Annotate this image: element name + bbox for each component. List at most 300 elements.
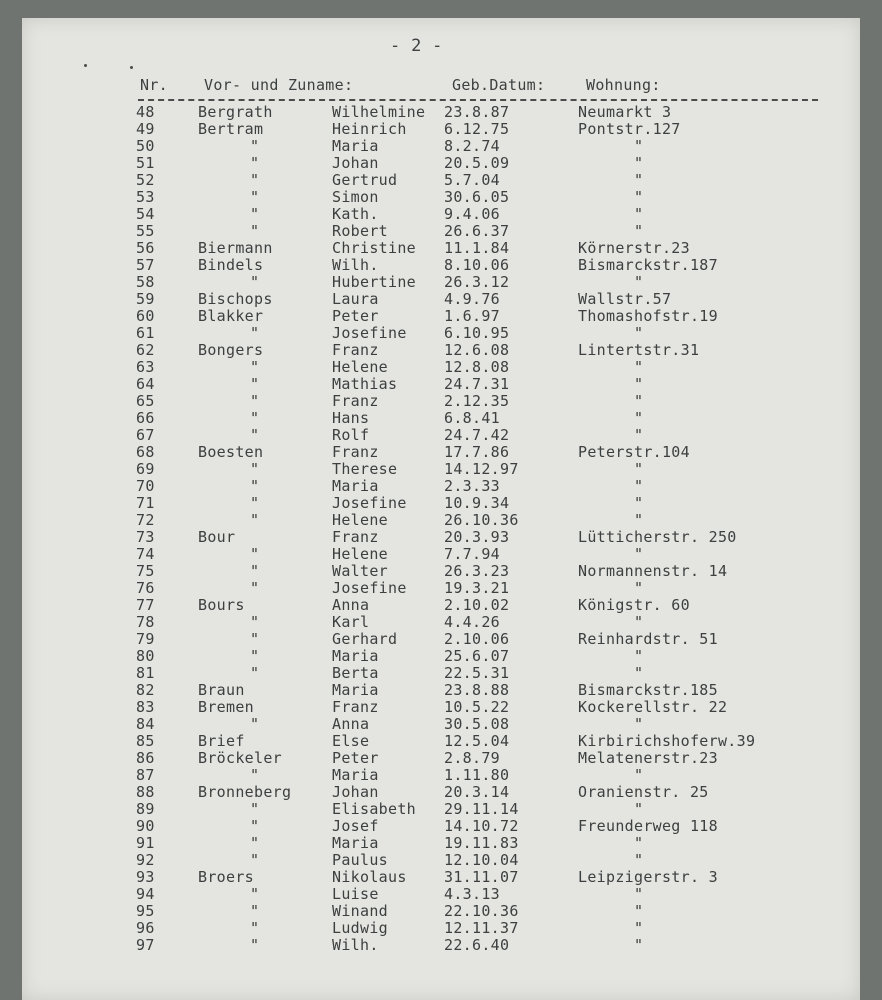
row-number: 79 <box>136 630 155 648</box>
surname-cell: " <box>250 851 260 869</box>
address-cell: " <box>634 477 644 495</box>
surname-cell: " <box>250 324 260 342</box>
first-name-cell: Heinrich <box>332 120 407 138</box>
first-name-cell: Karl <box>332 613 370 631</box>
birth-date-cell: 2.10.06 <box>444 630 510 648</box>
address-cell: Freunderweg 118 <box>578 817 718 835</box>
surname-cell: " <box>250 800 260 818</box>
row-number: 53 <box>136 188 155 206</box>
first-name-cell: Franz <box>332 698 379 716</box>
birth-date-cell: 4.9.76 <box>444 290 500 308</box>
address-cell: Melatenerstr.23 <box>578 749 718 767</box>
table-row <box>22 698 860 715</box>
table-row <box>22 834 860 851</box>
birth-date-cell: 22.6.40 <box>444 936 510 954</box>
document-page <box>22 18 860 1000</box>
first-name-cell: Christine <box>332 239 416 257</box>
birth-date-cell: 2.12.35 <box>444 392 510 410</box>
row-number: 74 <box>136 545 155 563</box>
first-name-cell: Robert <box>332 222 388 240</box>
row-number: 91 <box>136 834 155 852</box>
address-cell: Neumarkt 3 <box>578 103 672 121</box>
address-cell: " <box>634 426 644 444</box>
birth-date-cell: 19.3.21 <box>444 579 510 597</box>
row-number: 72 <box>136 511 155 529</box>
surname-cell: " <box>250 137 260 155</box>
birth-date-cell: 23.8.87 <box>444 103 510 121</box>
birth-date-cell: 14.12.97 <box>444 460 519 478</box>
row-number: 89 <box>136 800 155 818</box>
first-name-cell: Anna <box>332 596 370 614</box>
birth-date-cell: 26.3.23 <box>444 562 510 580</box>
surname-cell: Bremen <box>198 698 254 716</box>
table-row <box>22 562 860 579</box>
birth-date-cell: 6.10.95 <box>444 324 510 342</box>
surname-cell: Bischops <box>198 290 273 308</box>
address-cell: Bismarckstr.187 <box>578 256 718 274</box>
birth-date-cell: 31.11.07 <box>444 868 519 886</box>
row-number: 66 <box>136 409 155 427</box>
row-number: 76 <box>136 579 155 597</box>
surname-cell: " <box>250 613 260 631</box>
row-number: 84 <box>136 715 155 733</box>
surname-cell: " <box>250 902 260 920</box>
header-name: Vor- und Zuname: <box>204 76 354 94</box>
address-cell: " <box>634 375 644 393</box>
row-number: 80 <box>136 647 155 665</box>
first-name-cell: Maria <box>332 477 379 495</box>
birth-date-cell: 22.10.36 <box>444 902 519 920</box>
row-number: 54 <box>136 205 155 223</box>
table-row <box>22 851 860 868</box>
row-number: 49 <box>136 120 155 138</box>
birth-date-cell: 1.6.97 <box>444 307 500 325</box>
first-name-cell: Laura <box>332 290 379 308</box>
first-name-cell: Johan <box>332 154 379 172</box>
surname-cell: " <box>250 375 260 393</box>
first-name-cell: Peter <box>332 749 379 767</box>
address-cell: Kockerellstr. 22 <box>578 698 728 716</box>
row-number: 69 <box>136 460 155 478</box>
table-row <box>22 154 860 171</box>
row-number: 70 <box>136 477 155 495</box>
first-name-cell: Maria <box>332 681 379 699</box>
table-row <box>22 358 860 375</box>
first-name-cell: Mathias <box>332 375 398 393</box>
first-name-cell: Maria <box>332 766 379 784</box>
address-cell: Oranienstr. 25 <box>578 783 709 801</box>
row-number: 57 <box>136 256 155 274</box>
table-row <box>22 800 860 817</box>
birth-date-cell: 2.3.33 <box>444 477 500 495</box>
address-cell: " <box>634 392 644 410</box>
surname-cell: " <box>250 511 260 529</box>
row-number: 59 <box>136 290 155 308</box>
table-row <box>22 171 860 188</box>
address-cell: Wallstr.57 <box>578 290 672 308</box>
first-name-cell: Ludwig <box>332 919 388 937</box>
first-name-cell: Josefine <box>332 579 407 597</box>
surname-cell: " <box>250 579 260 597</box>
surname-cell: " <box>250 664 260 682</box>
first-name-cell: Helene <box>332 358 388 376</box>
first-name-cell: Rolf <box>332 426 370 444</box>
first-name-cell: Wilhelmine <box>332 103 426 121</box>
surname-cell: " <box>250 545 260 563</box>
table-row <box>22 511 860 528</box>
row-number: 73 <box>136 528 155 546</box>
birth-date-cell: 2.8.79 <box>444 749 500 767</box>
row-number: 88 <box>136 783 155 801</box>
row-number: 51 <box>136 154 155 172</box>
first-name-cell: Helene <box>332 545 388 563</box>
birth-date-cell: 9.4.06 <box>444 205 500 223</box>
birth-date-cell: 17.7.86 <box>444 443 510 461</box>
address-cell: " <box>634 460 644 478</box>
birth-date-cell: 25.6.07 <box>444 647 510 665</box>
first-name-cell: Elisabeth <box>332 800 416 818</box>
table-row <box>22 290 860 307</box>
address-cell: " <box>634 919 644 937</box>
table-row <box>22 647 860 664</box>
first-name-cell: Franz <box>332 443 379 461</box>
address-cell: " <box>634 851 644 869</box>
surname-cell: " <box>250 426 260 444</box>
first-name-cell: Maria <box>332 834 379 852</box>
birth-date-cell: 20.5.09 <box>444 154 510 172</box>
birth-date-cell: 19.11.83 <box>444 834 519 852</box>
surname-cell: " <box>250 392 260 410</box>
table-row <box>22 715 860 732</box>
table-row <box>22 341 860 358</box>
first-name-cell: Franz <box>332 341 379 359</box>
surname-cell: Bongers <box>198 341 264 359</box>
birth-date-cell: 10.5.22 <box>444 698 510 716</box>
row-number: 50 <box>136 137 155 155</box>
surname-cell: Bours <box>198 596 245 614</box>
first-name-cell: Nikolaus <box>332 868 407 886</box>
address-cell: " <box>634 137 644 155</box>
address-cell: " <box>634 171 644 189</box>
table-row <box>22 868 860 885</box>
first-name-cell: Maria <box>332 137 379 155</box>
surname-cell: " <box>250 834 260 852</box>
table-row <box>22 477 860 494</box>
birth-date-cell: 12.8.08 <box>444 358 510 376</box>
row-number: 96 <box>136 919 155 937</box>
surname-cell: Braun <box>198 681 245 699</box>
table-row <box>22 426 860 443</box>
first-name-cell: Johan <box>332 783 379 801</box>
table-row <box>22 256 860 273</box>
surname-cell: Bergrath <box>198 103 273 121</box>
table-row <box>22 307 860 324</box>
table-row <box>22 579 860 596</box>
first-name-cell: Gertrud <box>332 171 398 189</box>
first-name-cell: Josefine <box>332 324 407 342</box>
row-number: 86 <box>136 749 155 767</box>
row-number: 63 <box>136 358 155 376</box>
table-row <box>22 239 860 256</box>
address-cell: Peterstr.104 <box>578 443 690 461</box>
first-name-cell: Helene <box>332 511 388 529</box>
address-cell: " <box>634 358 644 376</box>
row-number: 58 <box>136 273 155 291</box>
table-row <box>22 936 860 953</box>
table-row <box>22 783 860 800</box>
birth-date-cell: 5.7.04 <box>444 171 500 189</box>
first-name-cell: Kath. <box>332 205 379 223</box>
birth-date-cell: 26.3.12 <box>444 273 510 291</box>
first-name-cell: Walter <box>332 562 388 580</box>
first-name-cell: Peter <box>332 307 379 325</box>
surname-cell: " <box>250 154 260 172</box>
birth-date-cell: 30.6.05 <box>444 188 510 206</box>
table-row <box>22 273 860 290</box>
birth-date-cell: 20.3.14 <box>444 783 510 801</box>
table-row <box>22 919 860 936</box>
row-number: 64 <box>136 375 155 393</box>
table-row <box>22 885 860 902</box>
row-number: 83 <box>136 698 155 716</box>
birth-date-cell: 26.6.37 <box>444 222 510 240</box>
row-number: 62 <box>136 341 155 359</box>
birth-date-cell: 7.7.94 <box>444 545 500 563</box>
surname-cell: " <box>250 477 260 495</box>
address-cell: Lintertstr.31 <box>578 341 700 359</box>
birth-date-cell: 12.6.08 <box>444 341 510 359</box>
birth-date-cell: 14.10.72 <box>444 817 519 835</box>
header-rule <box>138 99 818 101</box>
row-number: 90 <box>136 817 155 835</box>
surname-cell: " <box>250 885 260 903</box>
table-row <box>22 528 860 545</box>
table-row <box>22 749 860 766</box>
first-name-cell: Wilh. <box>332 256 379 274</box>
row-number: 61 <box>136 324 155 342</box>
first-name-cell: Else <box>332 732 370 750</box>
table-row <box>22 613 860 630</box>
first-name-cell: Paulus <box>332 851 388 869</box>
table-row <box>22 664 860 681</box>
address-cell: Lütticherstr. 250 <box>578 528 737 546</box>
table-row <box>22 188 860 205</box>
birth-date-cell: 22.5.31 <box>444 664 510 682</box>
address-cell: " <box>634 324 644 342</box>
first-name-cell: Luise <box>332 885 379 903</box>
address-cell: Reinhardstr. 51 <box>578 630 718 648</box>
address-cell: " <box>634 188 644 206</box>
row-number: 56 <box>136 239 155 257</box>
row-number: 75 <box>136 562 155 580</box>
birth-date-cell: 20.3.93 <box>444 528 510 546</box>
address-cell: " <box>634 494 644 512</box>
surname-cell: Brief <box>198 732 245 750</box>
surname-cell: " <box>250 460 260 478</box>
first-name-cell: Josef <box>332 817 379 835</box>
table-row <box>22 120 860 137</box>
surname-cell: " <box>250 562 260 580</box>
surname-cell: " <box>250 630 260 648</box>
table-row <box>22 392 860 409</box>
address-cell: " <box>634 205 644 223</box>
address-cell: " <box>634 800 644 818</box>
surname-cell: Boesten <box>198 443 264 461</box>
address-cell: Pontstr.127 <box>578 120 681 138</box>
address-cell: " <box>634 647 644 665</box>
birth-date-cell: 4.3.13 <box>444 885 500 903</box>
address-cell: " <box>634 766 644 784</box>
surname-cell: " <box>250 273 260 291</box>
row-number: 82 <box>136 681 155 699</box>
table-row <box>22 460 860 477</box>
stray-mark <box>130 66 133 69</box>
birth-date-cell: 23.8.88 <box>444 681 510 699</box>
first-name-cell: Josefine <box>332 494 407 512</box>
address-cell: " <box>634 664 644 682</box>
first-name-cell: Maria <box>332 647 379 665</box>
address-cell: Königstr. 60 <box>578 596 690 614</box>
address-cell: " <box>634 222 644 240</box>
address-cell: " <box>634 936 644 954</box>
row-number: 67 <box>136 426 155 444</box>
row-number: 52 <box>136 171 155 189</box>
birth-date-cell: 26.10.36 <box>444 511 519 529</box>
address-cell: " <box>634 545 644 563</box>
table-row <box>22 409 860 426</box>
surname-cell: " <box>250 222 260 240</box>
table-row <box>22 324 860 341</box>
surname-cell: Bronneberg <box>198 783 292 801</box>
surname-cell: " <box>250 188 260 206</box>
table-row <box>22 630 860 647</box>
address-cell: Leipzigerstr. 3 <box>578 868 718 886</box>
row-number: 65 <box>136 392 155 410</box>
first-name-cell: Franz <box>332 528 379 546</box>
surname-cell: " <box>250 936 260 954</box>
table-row <box>22 222 860 239</box>
surname-cell: " <box>250 358 260 376</box>
surname-cell: " <box>250 409 260 427</box>
address-cell: Thomashofstr.19 <box>578 307 718 325</box>
address-cell: Körnerstr.23 <box>578 239 690 257</box>
table-row <box>22 681 860 698</box>
surname-cell: " <box>250 919 260 937</box>
address-cell: Normannenstr. 14 <box>578 562 728 580</box>
first-name-cell: Winand <box>332 902 388 920</box>
first-name-cell: Anna <box>332 715 370 733</box>
birth-date-cell: 24.7.31 <box>444 375 510 393</box>
row-number: 71 <box>136 494 155 512</box>
address-cell: " <box>634 511 644 529</box>
address-cell: Bismarckstr.185 <box>578 681 718 699</box>
first-name-cell: Simon <box>332 188 379 206</box>
table-row <box>22 732 860 749</box>
table-row <box>22 443 860 460</box>
table-row <box>22 205 860 222</box>
first-name-cell: Hans <box>332 409 370 427</box>
address-cell: " <box>634 834 644 852</box>
birth-date-cell: 12.5.04 <box>444 732 510 750</box>
birth-date-cell: 10.9.34 <box>444 494 510 512</box>
row-number: 55 <box>136 222 155 240</box>
birth-date-cell: 8.2.74 <box>444 137 500 155</box>
first-name-cell: Wilh. <box>332 936 379 954</box>
birth-date-cell: 12.10.04 <box>444 851 519 869</box>
row-number: 77 <box>136 596 155 614</box>
table-row <box>22 596 860 613</box>
table-row <box>22 545 860 562</box>
birth-date-cell: 30.5.08 <box>444 715 510 733</box>
address-cell: " <box>634 715 644 733</box>
row-number: 95 <box>136 902 155 920</box>
row-number: 60 <box>136 307 155 325</box>
address-cell: " <box>634 409 644 427</box>
address-cell: " <box>634 902 644 920</box>
surname-cell: Bindels <box>198 256 264 274</box>
surname-cell: Biermann <box>198 239 273 257</box>
surname-cell: " <box>250 766 260 784</box>
surname-cell: " <box>250 715 260 733</box>
table-header <box>140 76 820 96</box>
birth-date-cell: 29.11.14 <box>444 800 519 818</box>
surname-cell: Bertram <box>198 120 264 138</box>
surname-cell: Broers <box>198 868 254 886</box>
address-cell: " <box>634 579 644 597</box>
first-name-cell: Berta <box>332 664 379 682</box>
address-cell: " <box>634 154 644 172</box>
birth-date-cell: 8.10.06 <box>444 256 510 274</box>
surname-cell: Bröckeler <box>198 749 282 767</box>
row-number: 92 <box>136 851 155 869</box>
header-address: Wohnung: <box>586 76 661 94</box>
row-number: 48 <box>136 103 155 121</box>
surname-cell: Blakker <box>198 307 264 325</box>
header-nr: Nr. <box>140 76 168 94</box>
birth-date-cell: 2.10.02 <box>444 596 510 614</box>
address-cell: Kirbirichshoferw.39 <box>578 732 756 750</box>
address-cell: " <box>634 885 644 903</box>
surname-cell: " <box>250 171 260 189</box>
row-number: 85 <box>136 732 155 750</box>
address-cell: " <box>634 273 644 291</box>
row-number: 68 <box>136 443 155 461</box>
stray-mark <box>84 64 87 67</box>
address-cell: " <box>634 613 644 631</box>
first-name-cell: Gerhard <box>332 630 398 648</box>
birth-date-cell: 1.11.80 <box>444 766 510 784</box>
surname-cell: Bour <box>198 528 236 546</box>
first-name-cell: Therese <box>332 460 398 478</box>
surname-cell: " <box>250 817 260 835</box>
table-row <box>22 137 860 154</box>
birth-date-cell: 11.1.84 <box>444 239 510 257</box>
birth-date-cell: 24.7.42 <box>444 426 510 444</box>
surname-cell: " <box>250 205 260 223</box>
first-name-cell: Hubertine <box>332 273 416 291</box>
birth-date-cell: 4.4.26 <box>444 613 500 631</box>
surname-cell: " <box>250 494 260 512</box>
table-row <box>22 375 860 392</box>
row-number: 78 <box>136 613 155 631</box>
row-number: 93 <box>136 868 155 886</box>
row-number: 97 <box>136 936 155 954</box>
birth-date-cell: 6.8.41 <box>444 409 500 427</box>
table-row <box>22 817 860 834</box>
row-number: 87 <box>136 766 155 784</box>
birth-date-cell: 12.11.37 <box>444 919 519 937</box>
first-name-cell: Franz <box>332 392 379 410</box>
